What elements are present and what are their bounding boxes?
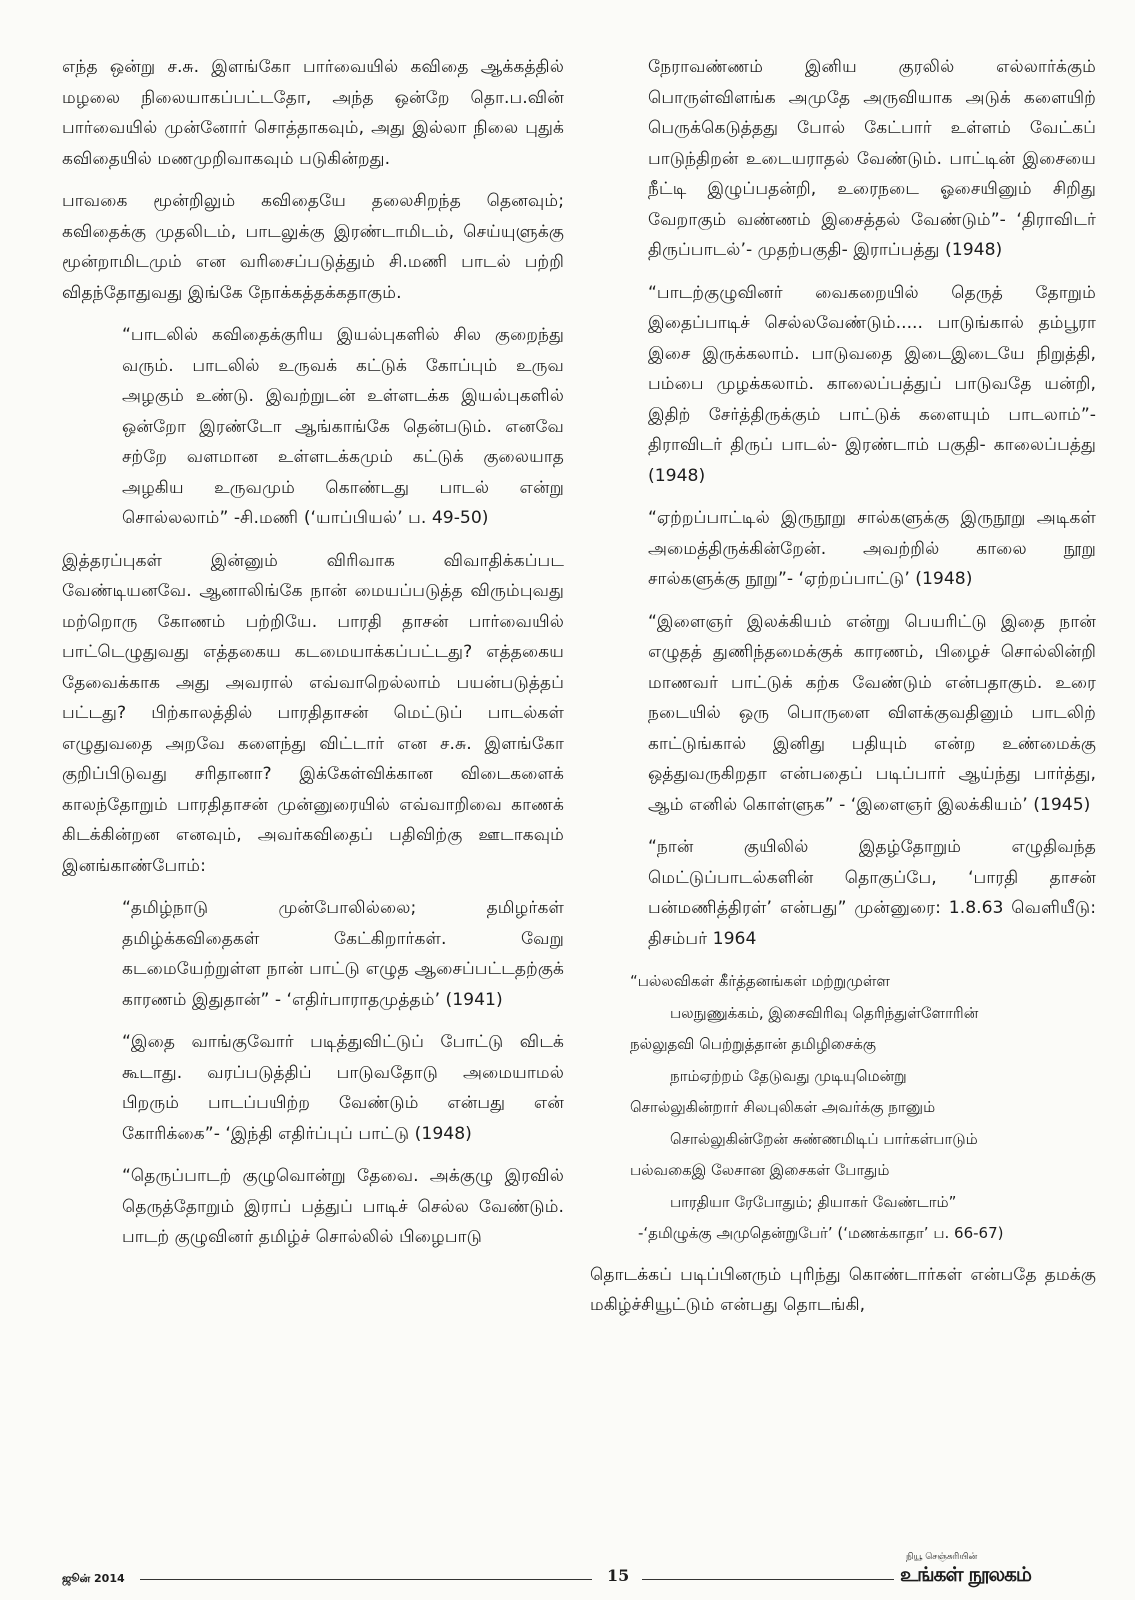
magazine-logo [900, 1552, 1120, 1585]
block-quote: “தமிழ்நாடு முன்போலில்லை; தமிழர்கள் தமிழ்க்கவிதைகள் கேட்கிறார்கள். வேறு கடமையேற்றுள்ள நான் பாட்டு எழுத ஆசைப்பட்டதற்குக் காரணம் இதுதான்” - ‘எதிர்பாராதமுத்தம்’ (1941) [122, 898, 564, 1010]
footer-rule [140, 1579, 592, 1580]
block-quote: “பாடலில் கவிதைக்குரிய இயல்புகளில் சில குறைந்து வரும். பாடலில் உருவக் கட்டுக் கோப்பும் உருவ அழகும் உண்டு. இவற்றுடன் உள்ளடக்க இயல்புகளில் ஒன்றோ இரண்டோ ஆங்காங்கே தென்படும். எனவே சற்றே வளமான உள்ளடக்கமும் கட்டுக் குலையாத அழகிய உருவமும் கொண்டது பாடல் என்று சொல்லலாம்” -சி.மணி (‘யாப்பியல்’ ப. 49-50) [122, 325, 564, 528]
block-quote: “ஏற்றப்பாட்டில் இருநூறு சால்களுக்கு இருநூறு அடிகள் அமைத்திருக்கின்றேன். அவற்றில் காலை நூறு சால்களுக்கு நூறு”- ‘ஏற்றப்பாட்டு’ (1948) [648, 508, 1096, 589]
left-column [62, 52, 564, 1265]
poem-line: பல்வகைஇ லேசான இசைகள் போதும் [630, 1161, 890, 1179]
logo-tagline: நியூ செஞ்சுரியின் [906, 1552, 978, 1562]
poem-line: நாம்ஏற்றம் தேடுவது முடியுமென்று [670, 1066, 907, 1085]
block-quote-continued: நேராவண்ணம் இனிய குரலில் எல்லார்க்கும் பொருள்விளங்க அமுதே அருவியாக அடுக் களையிற் பெருக்கெடுத்தது போல் கேட்பார் உள்ளம் வேட்கப் பாடுந்திறன் உடையராதல் வேண்டும். பாட்டின் இசையை நீட்டி இழுப்பதன்றி, உரைநடை ஓசையினும் சிறிது வேறாகும் வண்ணம் இசைத்தல் வேண்டும்”- ‘திராவிடர் திருப்பாடல்’- முதற்பகுதி- இராப்பத்து (1948) [648, 57, 1096, 260]
block-quote: “இதை வாங்குவோர் படித்துவிட்டுப் போட்டு விடக் கூடாது. வரப்படுத்திப் பாடுவதோடு அமையாமல் பிறரும் பாடப்பயிற்ற வேண்டும் என்பது என் கோரிக்கை”- ‘இந்தி எதிர்ப்புப் பாட்டு (1948) [122, 1032, 564, 1144]
issue-date: ஜூன் 2014 [62, 1572, 125, 1585]
poem-quote [630, 966, 1096, 1250]
poem-line: பலநுணுக்கம், இசைவிரிவு தெரிந்துள்ளோரின் [670, 1003, 979, 1022]
paragraph: பாவகை மூன்றிலும் கவிதையே தலைசிறந்த தெனவும்; கவிதைக்கு முதலிடம், பாடலுக்கு இரண்டாமிடம், செய்யுளுக்கு மூன்றாமிடமும் என வரிசைப்படுத்தும் சி.மணி பாடல் பற்றி விதந்தோதுவது இங்கே நோக்கத்தக்கதாகும். [62, 191, 564, 303]
poem-citation: -‘தமிழுக்கு அமுதென்றுபேர்’ (‘மணக்காதா’ ப. 66-67) [638, 1224, 1004, 1242]
paragraph: எந்த ஒன்று ச.சு. இளங்கோ பார்வையில் கவிதை ஆக்கத்தில் மழலை நிலையாகப்பட்டதோ, அந்த ஒன்றே தொ.ப.வின் பார்வையில் முன்னோர் சொத்தாகவும், அது இல்லா நிலை புதுக் கவிதையில் மணமுறிவாகவும் படுகின்றது. [62, 57, 564, 169]
paragraph: தொடக்கப் படிப்பினரும் புரிந்து கொண்டார்கள் என்பதே தமக்கு மகிழ்ச்சியூட்டும் என்பது தொடங்கி, [590, 1264, 1096, 1315]
poem-line: நல்லுதவி பெற்றுத்தான் தமிழிசைக்கு [630, 1035, 877, 1053]
right-column [590, 52, 1096, 1333]
block-quote: “தெருப்பாடற் குழுவொன்று தேவை. அக்குழு இரவில் தெருத்தோறும் இராப் பத்துப் பாடிச் செல்ல வேண்டும். பாடற் குழுவினர் தமிழ்ச் சொல்லில் பிழைபாடு [122, 1166, 564, 1247]
poem-line: சொல்லுகின்றார் சிலபுலிகள் அவர்க்கு நானும் [630, 1098, 936, 1116]
poem-line: பாரதியா ரேபோதும்; தியாகர் வேண்டாம்” [670, 1192, 957, 1211]
poem-line: “பல்லவிகள் கீர்த்தனங்கள் மற்றுமுள்ள [630, 972, 890, 990]
paragraph: இத்தரப்புகள் இன்னும் விரிவாக விவாதிக்கப்பட வேண்டியனவே. ஆனாலிங்கே நான் மையப்படுத்த விரும்புவது மற்றொரு கோணம் பற்றியே. பாரதி தாசன் பார்வையில் பாட்டெழுதுவது எத்தகைய கடமையாக்கப்பட்டது? எத்தகைய தேவைக்காக அது அவரால் எவ்வாறெல்லாம் பயன்படுத்தப் பட்டது? பிற்காலத்தில் பாரதிதாசன் மெட்டுப் பாடல்கள் எழுதுவதை அறவே களைந்து விட்டார் என ச.சு. இளங்கோ குறிப்பிடுவது சரிதானா? இக்கேள்விக்கான விடைகளைக் காலந்தோறும் பாரதிதாசன் முன்னுரையில் எவ்வாறிவை காணக் கிடக்கின்றன எனவும், அவர்கவிதைப் பதிவிற்கு ஊடாகவும் இனங்காண்போம்: [62, 550, 564, 876]
logo-title: உங்கள் நூலகம் [900, 1562, 1031, 1586]
page-footer [62, 1552, 1105, 1592]
block-quote: “பாடற்குழுவினர் வைகறையில் தெருத் தோறும் இதைப்பாடிச் செல்லவேண்டும்..... பாடுங்கால் தம்பூரா இசை இருக்கலாம். பாடுவதை இடைஇடையே நிறுத்தி, பம்பை முழக்கலாம். காலைப்பத்துப் பாடுவதே யன்றி, இதிற் சேர்த்திருக்கும் பாட்டுக் களையும் பாடலாம்”- திராவிடர் திருப் பாடல்- இரண்டாம் பகுதி- காலைப்பத்து (1948) [648, 282, 1096, 486]
block-quote: “நான் குயிலில் இதழ்தோறும் எழுதிவந்த மெட்டுப்பாடல்களின் தொகுப்பே, ‘பாரதி தாசன் பன்மணித்திரள்’ என்பது” முன்னுரை: 1.8.63 வெளியீடு: திசம்பர் 1964 [648, 837, 1096, 949]
footer-rule [642, 1579, 894, 1580]
block-quote: “இளைஞர் இலக்கியம் என்று பெயரிட்டு இதை நான் எழுதத் துணிந்தமைக்குக் காரணம், பிழைச் சொல்லின்றி மாணவர் பாட்டுக் கற்க வேண்டும் என்பதாகும். உரை நடையில் ஒரு பொருளை விளக்குவதினும் பாடலிற் காட்டுங்கால் இனிது பதியும் என்ற உண்மைக்கு ஒத்துவருகிறதா என்பதைப் படிப்பார் ஆய்ந்து பார்த்து, ஆம் எனில் கொள்ளுக” - ‘இளைஞர் இலக்கியம்’ (1945) [648, 611, 1096, 815]
page-number: 15 [607, 1566, 630, 1585]
poem-line: சொல்லுகின்றேன் சுண்ணமிடிப் பார்கள்பாடும் [670, 1129, 978, 1148]
